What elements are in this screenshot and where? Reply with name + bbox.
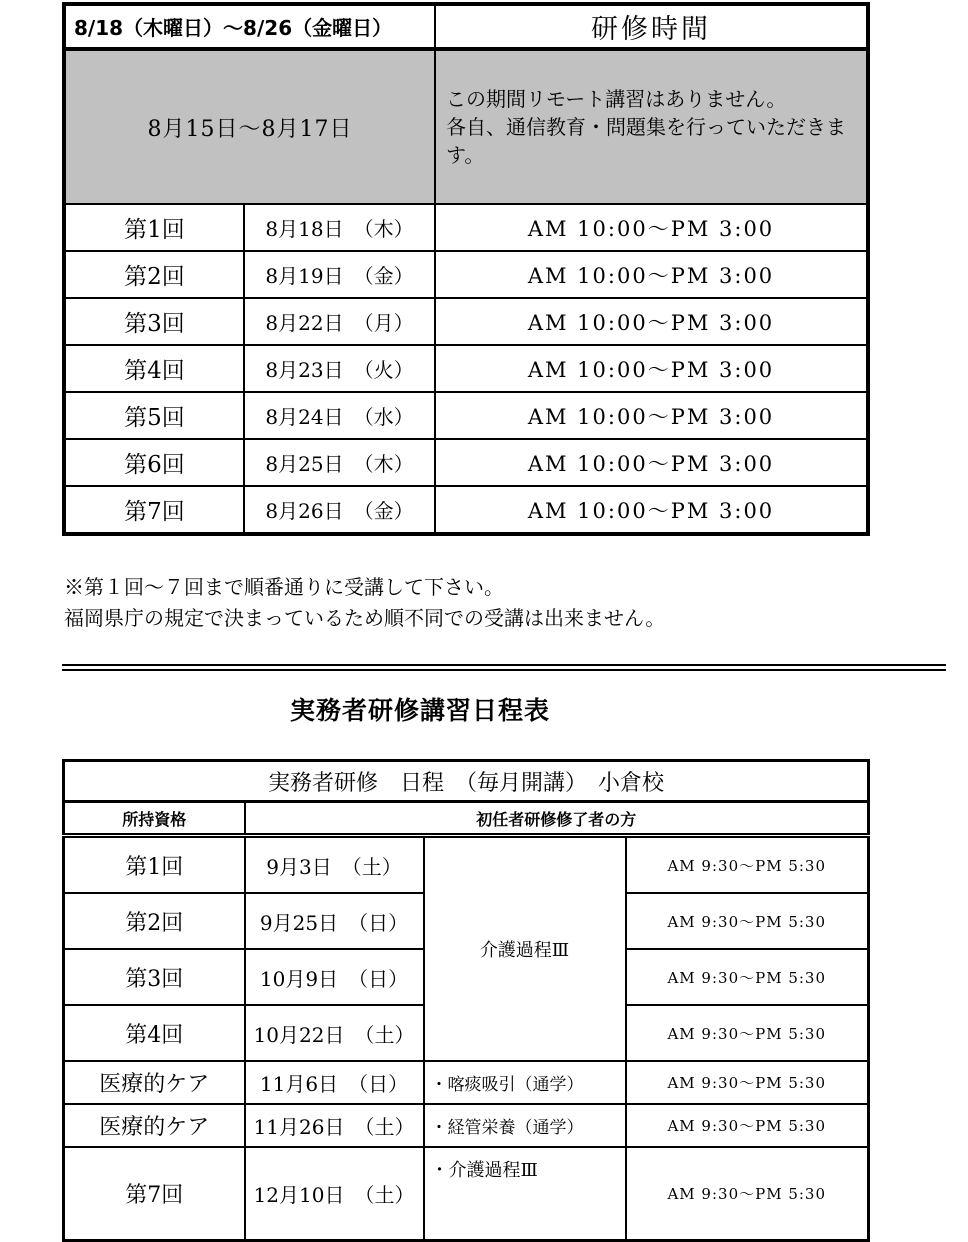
remote-training-schedule-table	[62, 2, 870, 536]
time-cell: AM 9:30～PM 5:30	[626, 1104, 869, 1147]
time-cell: AM 10:00～PM 3:00	[435, 204, 868, 251]
date-cell: 11月6日 （日）	[245, 1061, 424, 1104]
session-cell: 第7回	[64, 1147, 245, 1241]
closed-period-note-line1: この期間リモート講習はありません。	[446, 87, 787, 111]
training-time-header: 研修時間	[435, 4, 868, 49]
time-cell: AM 9:30～PM 5:30	[626, 836, 869, 894]
time-cell: AM 10:00～PM 3:00	[435, 298, 868, 345]
merged-subject-cell: 介護過程Ⅲ	[424, 836, 626, 1062]
date-cell: 8月25日 （木）	[244, 439, 435, 486]
time-cell: AM 10:00～PM 3:00	[435, 439, 868, 486]
session-cell: 第5回	[64, 392, 244, 439]
session-cell: 第4回	[64, 1005, 245, 1061]
date-cell: 12月10日 （土）	[245, 1147, 424, 1241]
session-cell: 第2回	[64, 893, 245, 949]
section-divider	[62, 664, 946, 671]
session-cell: 第3回	[64, 298, 244, 345]
date-cell: 9月3日 （土）	[245, 836, 424, 894]
practical-training-schedule-table	[62, 759, 870, 1242]
date-cell: 8月26日 （金）	[244, 486, 435, 534]
table-row	[64, 204, 868, 251]
table-row	[64, 298, 868, 345]
date-cell: 8月24日 （水）	[244, 392, 435, 439]
date-cell: 8月23日 （火）	[244, 345, 435, 392]
date-cell: 8月18日 （木）	[244, 204, 435, 251]
time-cell: AM 10:00～PM 3:00	[435, 392, 868, 439]
notice-text	[64, 572, 968, 634]
session-cell: 第3回	[64, 949, 245, 1005]
session-cell: 医療的ケア	[64, 1061, 245, 1104]
closed-period-note	[435, 49, 868, 204]
session-cell: 医療的ケア	[64, 1104, 245, 1147]
date-range-header: 8/18（木曜日）～8/26（金曜日）	[64, 4, 435, 49]
table2-title: 実務者研修 日程 （毎月開講） 小倉校	[64, 761, 869, 802]
date-cell: 9月25日 （日）	[245, 893, 424, 949]
time-cell: AM 10:00～PM 3:00	[435, 345, 868, 392]
schedule-document-page	[0, 2, 968, 1242]
table-row	[64, 392, 868, 439]
subject-cell: ・喀痰吸引（通学）	[424, 1061, 626, 1104]
time-cell: AM 9:30～PM 5:30	[626, 949, 869, 1005]
time-cell: AM 9:30～PM 5:30	[626, 1147, 869, 1241]
session-cell: 第2回	[64, 251, 244, 298]
closed-period-row	[64, 49, 868, 204]
section-title: 実務者研修講習日程表	[289, 696, 550, 725]
time-cell: AM 9:30～PM 5:30	[626, 893, 869, 949]
table-row	[64, 345, 868, 392]
subject-cell: ・介護過程Ⅲ	[424, 1147, 626, 1241]
notice-line-1: ※第１回～７回まで順番通りに受講して下さい。	[64, 575, 504, 599]
session-cell: 第1回	[64, 836, 245, 894]
table-row	[64, 1147, 869, 1241]
date-cell: 8月22日 （月）	[244, 298, 435, 345]
notice-line-2: 福岡県庁の規定で決まっているため順不同での受講は出来ません。	[64, 606, 666, 630]
date-cell: 8月19日 （金）	[244, 251, 435, 298]
table2-column-header-row	[64, 802, 869, 836]
table1-header-row	[64, 4, 868, 49]
table-row	[64, 1061, 869, 1104]
table-row	[64, 251, 868, 298]
qualification-header: 所持資格	[64, 802, 245, 836]
session-cell: 第1回	[64, 204, 244, 251]
closed-period-note-line2: 各自、通信教育・問題集を行っていただきます。	[446, 115, 847, 167]
date-cell: 10月9日 （日）	[245, 949, 424, 1005]
date-cell: 11月26日 （土）	[245, 1104, 424, 1147]
course-header: 初任者研修修了者の方	[245, 802, 869, 836]
session-cell: 第4回	[64, 345, 244, 392]
time-cell: AM 9:30～PM 5:30	[626, 1005, 869, 1061]
table2-title-row	[64, 761, 869, 802]
table-row	[64, 836, 869, 894]
time-cell: AM 9:30～PM 5:30	[626, 1061, 869, 1104]
session-cell: 第6回	[64, 439, 244, 486]
table-row	[64, 1104, 869, 1147]
table-row	[64, 486, 868, 534]
time-cell: AM 10:00～PM 3:00	[435, 251, 868, 298]
table-row	[64, 439, 868, 486]
subject-cell: ・経管栄養（通学）	[424, 1104, 626, 1147]
session-cell: 第7回	[64, 486, 244, 534]
closed-period-dates: 8月15日～8月17日	[64, 49, 435, 204]
time-cell: AM 10:00～PM 3:00	[435, 486, 868, 534]
date-cell: 10月22日 （土）	[245, 1005, 424, 1061]
